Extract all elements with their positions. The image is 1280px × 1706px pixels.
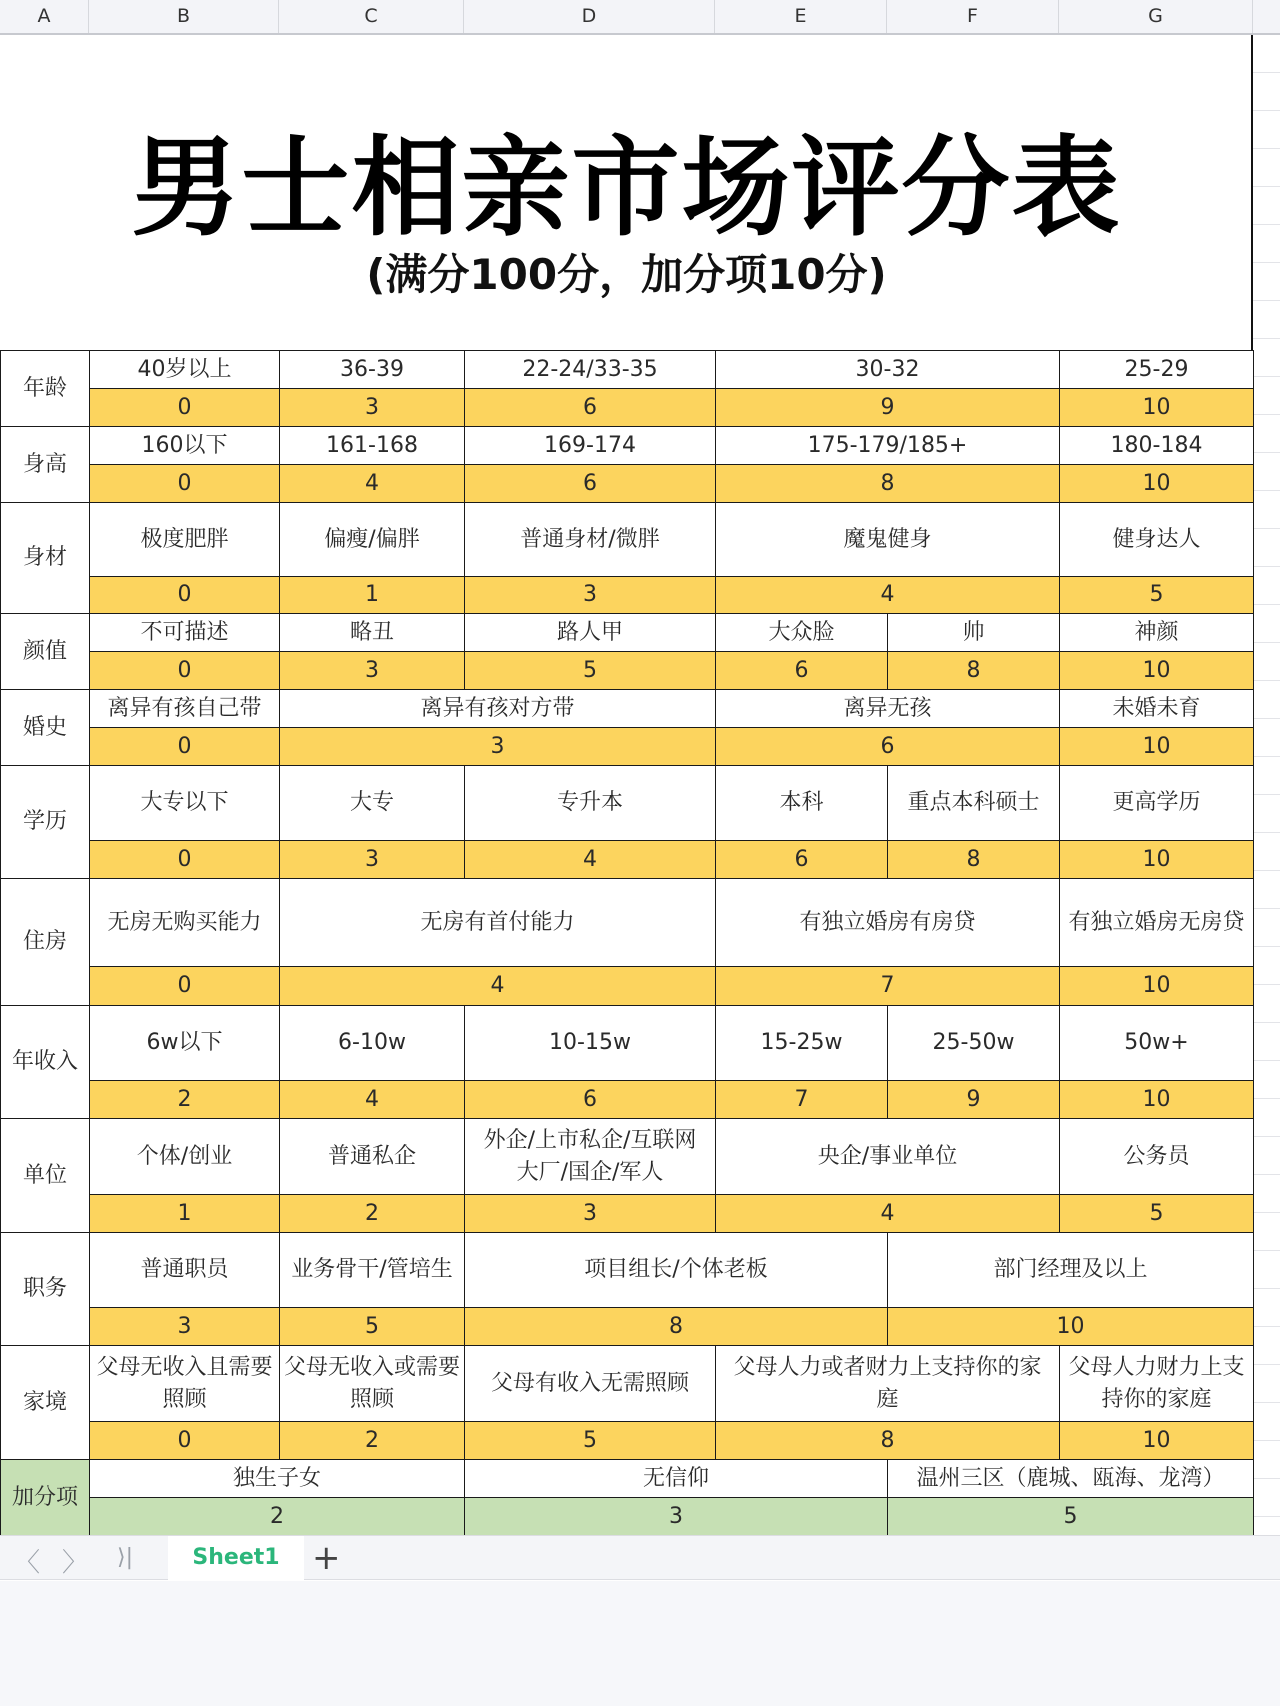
option-cell[interactable]: 有独立婚房有房贷 bbox=[715, 878, 1060, 967]
option-cell[interactable]: 业务骨干/管培生 bbox=[279, 1232, 465, 1308]
option-cell[interactable]: 本科 bbox=[715, 765, 888, 841]
option-cell[interactable]: 普通职员 bbox=[89, 1232, 280, 1308]
page-title: 男士相亲市场评分表 bbox=[131, 126, 1122, 251]
score-cell[interactable]: 6 bbox=[715, 727, 1060, 766]
score-cell[interactable]: 5 bbox=[1059, 1194, 1254, 1233]
option-cell[interactable]: 父母有收入无需照顾 bbox=[464, 1345, 716, 1422]
option-cell[interactable]: 25-50w bbox=[887, 1005, 1060, 1081]
score-cell[interactable]: 3 bbox=[464, 1194, 716, 1233]
score-cell[interactable]: 4 bbox=[279, 966, 716, 1006]
option-cell[interactable]: 无房有首付能力 bbox=[279, 878, 716, 967]
score-cell[interactable]: 10 bbox=[1059, 1080, 1254, 1119]
score-cell[interactable]: 4 bbox=[715, 576, 1060, 614]
score-cell[interactable]: 4 bbox=[715, 1194, 1060, 1233]
option-cell[interactable]: 175-179/185+ bbox=[715, 426, 1060, 465]
option-cell[interactable]: 36-39 bbox=[279, 350, 465, 389]
option-cell[interactable]: 15-25w bbox=[715, 1005, 888, 1081]
option-cell[interactable]: 30-32 bbox=[715, 350, 1060, 389]
score-cell[interactable]: 5 bbox=[464, 1421, 716, 1460]
option-cell[interactable]: 健身达人 bbox=[1059, 502, 1254, 577]
category-income[interactable]: 年收入 bbox=[0, 1005, 90, 1119]
column-header-d[interactable]: D bbox=[464, 0, 715, 33]
option-cell[interactable]: 极度肥胖 bbox=[89, 502, 280, 577]
score-cell[interactable]: 5 bbox=[279, 1307, 465, 1346]
option-cell[interactable]: 帅 bbox=[887, 613, 1060, 652]
option-cell[interactable]: 专升本 bbox=[464, 765, 716, 841]
score-cell[interactable]: 2 bbox=[89, 1080, 280, 1119]
score-cell[interactable]: 3 bbox=[464, 576, 716, 614]
option-cell[interactable]: 偏瘦/偏胖 bbox=[279, 502, 465, 577]
option-cell[interactable]: 魔鬼健身 bbox=[715, 502, 1060, 577]
category-housing[interactable]: 住房 bbox=[0, 878, 90, 1006]
column-header-c[interactable]: C bbox=[279, 0, 464, 33]
column-header-f[interactable]: F bbox=[887, 0, 1059, 33]
option-cell[interactable]: 离异有孩自己带 bbox=[89, 689, 280, 728]
option-cell[interactable]: 22-24/33-35 bbox=[464, 350, 716, 389]
chevron-right-icon[interactable]: 〉 bbox=[61, 1548, 88, 1578]
option-cell[interactable]: 离异有孩对方带 bbox=[279, 689, 716, 728]
option-cell[interactable]: 父母人力或者财力上支持你的家庭 bbox=[715, 1345, 1060, 1422]
category-employer[interactable]: 单位 bbox=[0, 1118, 90, 1233]
category-position[interactable]: 职务 bbox=[0, 1232, 90, 1346]
option-cell[interactable]: 大专 bbox=[279, 765, 465, 841]
option-cell[interactable]: 神颜 bbox=[1059, 613, 1254, 652]
score-cell[interactable]: 0 bbox=[89, 576, 280, 614]
option-cell[interactable]: 169-174 bbox=[464, 426, 716, 465]
score-cell[interactable]: 6 bbox=[464, 388, 716, 427]
option-cell[interactable]: 父母无收入或需要照顾 bbox=[279, 1345, 465, 1422]
score-cell[interactable]: 1 bbox=[279, 576, 465, 614]
score-cell[interactable]: 10 bbox=[1059, 727, 1254, 766]
option-cell[interactable]: 6w以下 bbox=[89, 1005, 280, 1081]
option-cell[interactable]: 161-168 bbox=[279, 426, 465, 465]
category-family[interactable]: 家境 bbox=[0, 1345, 90, 1460]
option-cell[interactable]: 大专以下 bbox=[89, 765, 280, 841]
score-cell[interactable]: 1 bbox=[89, 1194, 280, 1233]
page-subtitle: (满分100分，加分项10分) bbox=[366, 250, 887, 299]
option-cell[interactable]: 普通私企 bbox=[279, 1118, 465, 1195]
option-cell[interactable]: 项目组长/个体老板 bbox=[464, 1232, 888, 1308]
score-cell[interactable]: 6 bbox=[464, 1080, 716, 1119]
option-cell[interactable]: 公务员 bbox=[1059, 1118, 1254, 1195]
score-cell[interactable]: 10 bbox=[1059, 966, 1254, 1006]
bonus-option-cell[interactable]: 温州三区（鹿城、瓯海、龙湾） bbox=[887, 1459, 1254, 1498]
empty-grid-area bbox=[1253, 35, 1280, 1535]
score-cell[interactable]: 10 bbox=[1059, 388, 1254, 427]
score-cell[interactable]: 0 bbox=[89, 727, 280, 766]
score-cell[interactable]: 0 bbox=[89, 388, 280, 427]
option-cell[interactable]: 有独立婚房无房贷 bbox=[1059, 878, 1254, 967]
score-cell[interactable]: 0 bbox=[89, 966, 280, 1006]
last-sheet-icon[interactable]: ⟩| bbox=[117, 1545, 133, 1570]
column-header-a[interactable]: A bbox=[0, 0, 89, 33]
option-cell[interactable]: 普通身材/微胖 bbox=[464, 502, 716, 577]
score-cell[interactable]: 10 bbox=[1059, 651, 1254, 690]
category-height[interactable]: 身高 bbox=[0, 426, 90, 503]
bonus-option-cell[interactable]: 无信仰 bbox=[464, 1459, 888, 1498]
score-cell[interactable]: 6 bbox=[715, 651, 888, 690]
score-cell[interactable]: 7 bbox=[715, 966, 1060, 1006]
column-header-b[interactable]: B bbox=[89, 0, 279, 33]
option-cell[interactable]: 未婚未育 bbox=[1059, 689, 1254, 728]
category-looks[interactable]: 颜值 bbox=[0, 613, 90, 690]
bonus-option-cell[interactable]: 独生子女 bbox=[89, 1459, 465, 1498]
category-age[interactable]: 年龄 bbox=[0, 350, 90, 427]
bonus-score-cell[interactable]: 5 bbox=[887, 1497, 1254, 1536]
score-cell[interactable]: 3 bbox=[89, 1307, 280, 1346]
bonus-score-cell[interactable]: 3 bbox=[464, 1497, 888, 1536]
score-cell[interactable]: 4 bbox=[464, 840, 716, 879]
score-cell[interactable]: 9 bbox=[715, 388, 1060, 427]
category-marital[interactable]: 婚史 bbox=[0, 689, 90, 766]
score-cell[interactable]: 0 bbox=[89, 651, 280, 690]
score-cell[interactable]: 3 bbox=[279, 727, 716, 766]
score-cell[interactable]: 10 bbox=[1059, 840, 1254, 879]
score-cell[interactable]: 10 bbox=[1059, 1421, 1254, 1460]
score-cell[interactable]: 5 bbox=[1059, 576, 1254, 614]
option-cell[interactable]: 6-10w bbox=[279, 1005, 465, 1081]
option-cell[interactable]: 部门经理及以上 bbox=[887, 1232, 1254, 1308]
option-cell[interactable]: 25-29 bbox=[1059, 350, 1254, 389]
score-cell[interactable]: 9 bbox=[887, 1080, 1060, 1119]
option-cell[interactable]: 父母无收入且需要照顾 bbox=[89, 1345, 280, 1422]
option-cell[interactable]: 离异无孩 bbox=[715, 689, 1060, 728]
category-body[interactable]: 身材 bbox=[0, 502, 90, 614]
column-header-bar bbox=[0, 0, 1280, 35]
score-cell[interactable]: 6 bbox=[715, 840, 888, 879]
option-cell[interactable]: 40岁以上 bbox=[89, 350, 280, 389]
score-cell[interactable]: 6 bbox=[464, 464, 716, 503]
score-cell[interactable]: 8 bbox=[887, 840, 1060, 879]
option-cell[interactable]: 160以下 bbox=[89, 426, 280, 465]
column-header-g[interactable]: G bbox=[1059, 0, 1253, 33]
option-cell[interactable]: 路人甲 bbox=[464, 613, 716, 652]
option-cell[interactable]: 更高学历 bbox=[1059, 765, 1254, 841]
category-education[interactable]: 学历 bbox=[0, 765, 90, 879]
score-cell[interactable]: 8 bbox=[715, 464, 1060, 503]
option-cell[interactable]: 重点本科硕士 bbox=[887, 765, 1060, 841]
add-sheet-icon[interactable]: + bbox=[312, 1538, 341, 1578]
score-cell[interactable]: 3 bbox=[279, 840, 465, 879]
option-cell[interactable]: 大众脸 bbox=[715, 613, 888, 652]
score-cell[interactable]: 0 bbox=[89, 840, 280, 879]
score-cell[interactable]: 7 bbox=[715, 1080, 888, 1119]
option-cell[interactable]: 父母人力财力上支持你的家庭 bbox=[1059, 1345, 1254, 1422]
option-cell[interactable]: 个体/创业 bbox=[89, 1118, 280, 1195]
option-cell[interactable]: 不可描述 bbox=[89, 613, 280, 652]
option-cell[interactable]: 央企/事业单位 bbox=[715, 1118, 1060, 1195]
title-cell[interactable] bbox=[0, 35, 1253, 350]
category-bonus[interactable]: 加分项 bbox=[0, 1459, 90, 1536]
score-cell[interactable]: 8 bbox=[715, 1421, 1060, 1460]
option-cell[interactable]: 180-184 bbox=[1059, 426, 1254, 465]
chevron-left-icon[interactable]: 〈 bbox=[13, 1548, 40, 1578]
option-cell[interactable]: 外企/上市私企/互联网大厂/国企/军人 bbox=[464, 1118, 716, 1195]
option-cell[interactable]: 10-15w bbox=[464, 1005, 716, 1081]
score-cell[interactable]: 8 bbox=[464, 1307, 888, 1346]
option-cell[interactable]: 无房无购买能力 bbox=[89, 878, 280, 967]
sheet-tab-bar bbox=[0, 1535, 1280, 1580]
score-cell[interactable]: 5 bbox=[464, 651, 716, 690]
option-cell[interactable]: 50w+ bbox=[1059, 1005, 1254, 1081]
score-cell[interactable]: 2 bbox=[279, 1421, 465, 1460]
score-cell[interactable]: 10 bbox=[1059, 464, 1254, 503]
score-cell[interactable]: 4 bbox=[279, 464, 465, 503]
sheet-tab-sheet1[interactable]: Sheet1 bbox=[168, 1536, 304, 1580]
score-cell[interactable]: 0 bbox=[89, 1421, 280, 1460]
score-cell[interactable]: 3 bbox=[279, 388, 465, 427]
column-header-e[interactable]: E bbox=[715, 0, 887, 33]
status-area bbox=[0, 1581, 1280, 1706]
score-cell[interactable]: 0 bbox=[89, 464, 280, 503]
option-cell[interactable]: 略丑 bbox=[279, 613, 465, 652]
score-cell[interactable]: 2 bbox=[279, 1194, 465, 1233]
score-cell[interactable]: 8 bbox=[887, 651, 1060, 690]
bonus-score-cell[interactable]: 2 bbox=[89, 1497, 465, 1536]
score-cell[interactable]: 4 bbox=[279, 1080, 465, 1119]
score-cell[interactable]: 10 bbox=[887, 1307, 1254, 1346]
score-cell[interactable]: 3 bbox=[279, 651, 465, 690]
